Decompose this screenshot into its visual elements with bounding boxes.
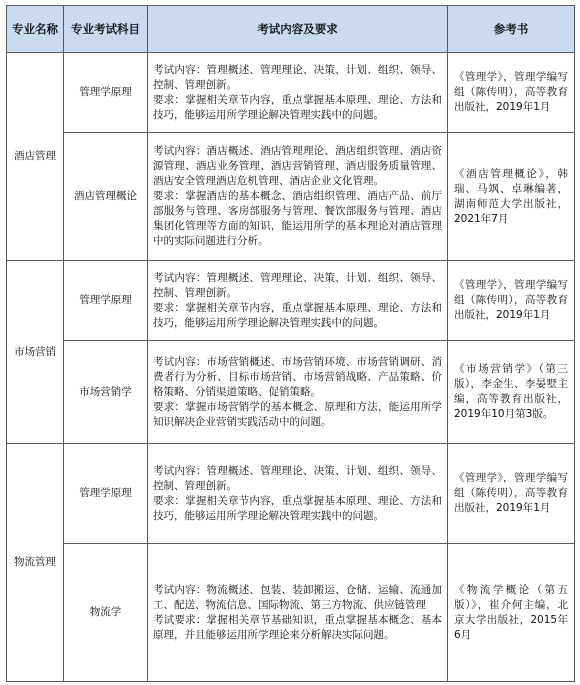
subject-name: 管理学原理: [64, 53, 148, 133]
exam-content-cell: [148, 53, 448, 133]
exam-content-text: 考试内容：管理概述、管理理论、决策、计划、组织、领导、控制、管理创新。: [153, 63, 442, 91]
exam-content-text: 考试内容：物流概述、包装、装卸搬运、仓储、运输、流通加工、配送、物流信息、国际物流、第三方物流、供应链管理: [153, 583, 442, 611]
subject-name: 市场营销学: [64, 341, 148, 444]
subject-name: 管理学原理: [64, 261, 148, 341]
header-subject: 专业考试科目: [64, 6, 148, 53]
table-header-row: [7, 6, 575, 53]
exam-requirement-text: 要求：掌握相关章节内容，重点掌握基本原理、理论、方法和技巧，能够运用所学理论解决管理实践中的问题。: [153, 494, 442, 522]
exam-content-cell: [148, 544, 448, 682]
header-reference: 参考书: [448, 6, 575, 53]
table-row: [7, 261, 575, 341]
subject-name: 管理学原理: [64, 444, 148, 544]
exam-content-text: 考试内容：市场营销概述、市场营销环境、市场营销调研、消费者行为分析、目标市场营销、市场营销战略、产品策略、价格策略、分销渠道策略、促销策略。: [153, 355, 442, 398]
reference-book: 《管理学》，管理学编写组（陈传明），高等教育出版社，2019年1月: [448, 53, 575, 133]
exam-content-text: 考试内容：管理概述、管理理论、决策、计划、组织、领导、控制、管理创新。: [153, 271, 442, 299]
exam-content-cell: [148, 341, 448, 444]
exam-subjects-table: [6, 5, 575, 682]
major-name: 酒店管理: [7, 53, 64, 261]
reference-book: 《管理学》，管理学编写组（陈传明），高等教育出版社，2019年1月: [448, 261, 575, 341]
reference-book: 《管理学》，管理学编写组（陈传明），高等教育出版社，2019年1月: [448, 444, 575, 544]
exam-requirement-text: 考试要求：掌握相关章节基础知识，重点掌握基本概念、基本原理，并且能够运用所学理论来分析解决实际问题。: [153, 613, 442, 641]
reference-book: 《物流学概论（第五版）》，崔介何主编，北京大学出版社，2015年6月: [448, 544, 575, 682]
exam-requirement-text: 要求：掌握相关章节内容，重点掌握基本原理、理论、方法和技巧，能够运用所学理论解决管理实践中的问题。: [153, 93, 442, 121]
table-row: [7, 444, 575, 544]
header-major: 专业名称: [7, 6, 64, 53]
table-row: [7, 53, 575, 133]
exam-requirement-text: 要求：掌握相关章节内容，重点掌握基本原理、理论、方法和技巧，能够运用所学理论解决管理实践中的问题。: [153, 301, 442, 329]
major-name: 物流管理: [7, 444, 64, 682]
subject-name: 物流学: [64, 544, 148, 682]
exam-content-cell: [148, 133, 448, 261]
exam-content-cell: [148, 444, 448, 544]
table-row: [7, 544, 575, 682]
major-name: 市场营销: [7, 261, 64, 444]
subject-name: 酒店管理概论: [64, 133, 148, 261]
reference-book: 《市场营销学》（第三版），李金生、李晏墅主编，高等教育出版社，2019年10月第3版。: [448, 341, 575, 444]
exam-content-cell: [148, 261, 448, 341]
exam-requirement-text: 要求：掌握酒店的基本概念、酒店组织管理、酒店产品、前厅部服务与管理、客房部服务与管理、餐饮部服务与管理、酒店集团化管理等方面的知识，能运用所学的基本理论对酒店管理中的实际问题进行分析。: [153, 190, 442, 247]
reference-book: 《酒店管理概论》，韩瑞、马飒、卓琳编著，湖南师范大学出版社，2021年7月: [448, 133, 575, 261]
table-row: [7, 133, 575, 261]
table-row: [7, 341, 575, 444]
header-content: 考试内容及要求: [148, 6, 448, 53]
exam-content-text: 考试内容：酒店概述、酒店管理理论、酒店组织管理、酒店资源管理、酒店业务管理、酒店营销管理、酒店服务质量管理、酒店安全管理酒店危机管理、酒店企业文化管理。: [153, 145, 442, 187]
exam-content-text: 考试内容：管理概述、管理理论、决策、计划、组织、领导、控制、管理创新。: [153, 464, 442, 492]
exam-requirement-text: 要求：掌握市场营销学的基本概念、原理和方法，能运用所学知识解决企业营销实践活动中的问题。: [153, 400, 442, 428]
